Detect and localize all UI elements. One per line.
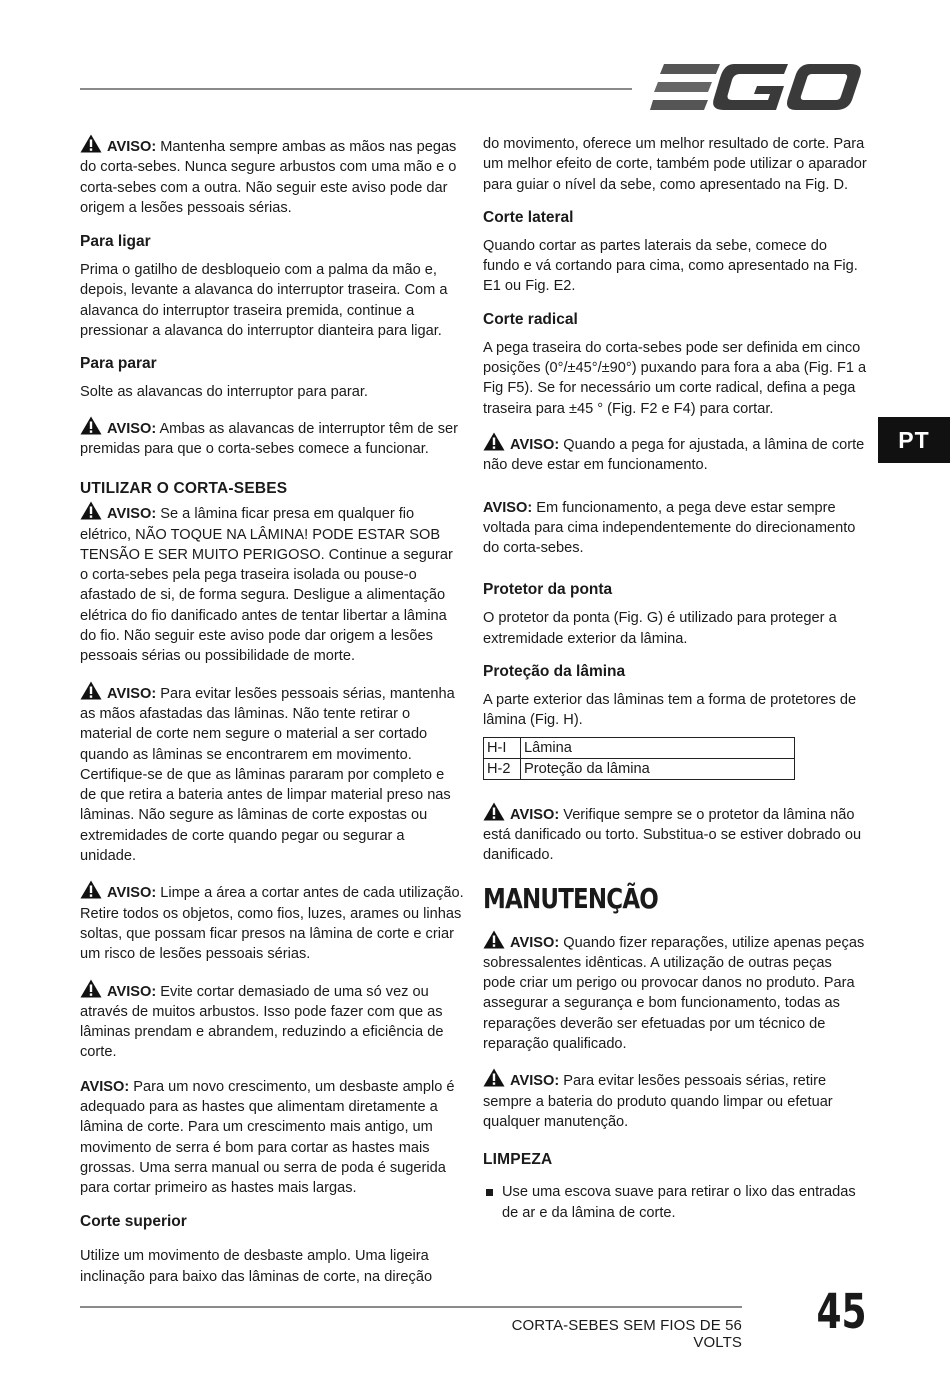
warning-text: Ambas as alavancas de interruptor têm de ser premidas para que o corta-sebes comece a funcionar.	[80, 420, 458, 457]
heading-corte-radical: Corte radical	[483, 310, 578, 328]
protetor-ponta-text: O protetor da ponta (Fig. G) é utilizado para proteger a extremidade exterior da lâmina.	[483, 610, 837, 647]
table-row	[484, 758, 795, 779]
heading-limpeza: LIMPEZA	[483, 1151, 553, 1169]
para-ligar-text: Prima o gatilho de desbloqueio com a palma da mão e, depois, levante a alavanca do interruptor traseira. Com a alavanca do interruptor traseira premida, continue a pressionar a alavanca do interruptor dianteira para ligar.	[80, 262, 448, 340]
warning-electric-wire	[80, 501, 464, 666]
warning-icon	[483, 930, 505, 949]
heading-protetor-ponta: Protetor da ponta	[483, 581, 613, 599]
notice-label: AVISO:	[483, 499, 533, 516]
warning-label: AVISO:	[107, 685, 157, 702]
warning-label: AVISO:	[107, 420, 157, 437]
warning-icon	[80, 681, 102, 700]
warning-label: AVISO:	[107, 983, 157, 1000]
list-item: Use uma escova suave para retirar o lixo das entradas de ar e da lâmina de corte.	[483, 1182, 867, 1223]
warning-label: AVISO:	[510, 806, 560, 823]
part-name: Proteção da lâmina	[521, 758, 795, 779]
heading-corte-superior: Corte superior	[80, 1213, 187, 1231]
warning-text: Verifique sempre se o protetor da lâmina não está danificado ou torto. Substitua-o se estiver dobrado ou danificado.	[483, 806, 862, 864]
warning-icon	[80, 134, 102, 153]
warning-overcutting	[80, 979, 464, 1063]
warning-text: Limpe a área a cortar antes de cada utilização. Retire todos os objetos, como fios, luzes, arames ou linhas soltas, que possam ficar presos na lâmina de corte e criar um risco de lesões pessoais sérias.	[80, 885, 464, 963]
warning-text: Evite cortar demasiado de uma só vez ou através de muitos arbustos. Isso pode fazer com que as lâminas prendam e abrandem, reduzindo a eficiência de corte.	[80, 983, 444, 1061]
warning-keep-hands-away	[80, 681, 464, 867]
warning-label: AVISO:	[510, 934, 560, 951]
parts-table	[483, 737, 795, 780]
warning-label: AVISO:	[107, 885, 157, 902]
part-name: Lâmina	[521, 737, 795, 758]
para-parar-text: Solte as alavancas do interruptor para parar.	[80, 384, 368, 401]
warning-icon	[483, 432, 505, 451]
notice-text: Para um novo crescimento, um desbaste amplo é adequado para as hastes que alimentam diretamente a lâmina de corte. Para um crescimento mais antigo, um movimento de serra é bom para cortar as hastes mais grossas. Uma serra manual ou serra de poda é sugerida para cortar primeiro as hastes mais largas.	[80, 1078, 455, 1197]
warning-label: AVISO:	[510, 436, 560, 453]
warning-text: Se a lâmina ficar presa em qualquer fio elétrico, NÃO TOQUE NA LÂMINA! PODE ESTAR SOB TENSÃO E SER MUITO PERIGOSO. Continue a segurar o corta-sebes pela pega traseira isolada ou pouse-o afastado de si, de forma segura. Desligue a alimentação elétrica do fio danificado antes de tentar libertar a lâmina do fio. Não seguir este aviso pode dar origem a lesões pessoais sérias ou possibilidade de morte.	[80, 506, 453, 665]
warning-text: Quando fizer reparações, utilize apenas peças sobressalentes idênticas. A utilização de outras peças pode criar um perigo ou provocar danos no produto. Para assegurar a segurança e bom funcionamento, todas as reparações deverão ser efetuadas por um técnico de reparação qualificado.	[483, 934, 865, 1053]
warning-icon	[80, 979, 102, 998]
warning-text: Para evitar lesões pessoais sérias, retire sempre a bateria do produto quando limpar ou efetuar qualquer manutenção.	[483, 1073, 833, 1130]
note-handle-up	[483, 498, 867, 559]
warning-remove-battery	[483, 1068, 867, 1132]
warning-switches	[80, 416, 464, 460]
warning-icon	[483, 802, 505, 821]
warning-blade-guard	[483, 802, 867, 866]
warning-clear-area	[80, 880, 464, 964]
left-column	[80, 134, 464, 1300]
warning-text: Mantenha sempre ambas as mãos nas pegas do corta-sebes. Nunca segure arbustos com uma mão e o corta-sebes com a outra. Não seguir este aviso pode dar origem a lesões pessoais sérias.	[80, 139, 457, 216]
note-growth	[80, 1077, 464, 1199]
warning-icon	[483, 1068, 505, 1087]
corte-superior-text: Utilize um movimento de desbaste amplo. Uma ligeira inclinação para baixo das lâminas de corte, na direção	[80, 1248, 433, 1285]
heading-utilizar: UTILIZAR O CORTA-SEBES	[80, 480, 288, 498]
warning-hands	[80, 134, 464, 218]
warning-label: AVISO:	[510, 1073, 560, 1090]
language-tab: PT	[878, 417, 950, 463]
right-column	[483, 134, 867, 1223]
page-number: 45	[816, 1284, 867, 1340]
warning-repairs	[483, 930, 867, 1055]
limpeza-list	[483, 1182, 867, 1223]
footer-title: CORTA-SEBES SEM FIOS DE 56 VOLTS	[511, 1317, 742, 1351]
warning-text: Para evitar lesões pessoais sérias, mantenha as mãos afastadas das lâminas. Não tente retirar o material de corte nem segure o material a ser cortado quando as lâminas se encontrarem em movimento. Certifique-se de que as lâminas pararam por completo e de que retira a bateria antes de limpar material preso nas lâminas. Não segure as lâminas de corte expostas ou extremidades de corte quando pegar ou segurar a unidade.	[80, 685, 455, 865]
heading-para-ligar: Para ligar	[80, 233, 151, 251]
ego-logo	[650, 62, 862, 114]
heading-para-parar: Para parar	[80, 355, 157, 373]
warning-label: AVISO:	[107, 506, 157, 523]
warning-icon	[80, 416, 102, 435]
corte-radical-text: A pega traseira do corta-sebes pode ser definida em cinco posições (0°/±45°/±90°) puxando para fora a aba (Fig. F1 a Fig F5). Se for necessário um corte radical, defina a pega traseira para ±45 ° (Fig. F2 e F4) para cortar.	[483, 339, 867, 417]
notice-label: AVISO:	[80, 1078, 130, 1095]
part-code: H-2	[484, 758, 521, 779]
warning-label: AVISO:	[107, 139, 157, 155]
warning-icon	[80, 501, 102, 520]
table-row	[484, 737, 795, 758]
notice-text: Em funcionamento, a pega deve estar sempre voltada para cima independentemente do direcionamento do corta-sebes.	[483, 499, 856, 557]
warning-icon	[80, 880, 102, 899]
heading-protecao-lamina: Proteção da lâmina	[483, 663, 626, 681]
continuation-text: do movimento, oferece um melhor resultado de corte. Para um melhor efeito de corte, também pode utilizar o aparador para guiar o nível da sebe, como apresentado na Fig. D.	[483, 136, 867, 193]
warning-handle-adjust	[483, 432, 867, 476]
protecao-lamina-text: A parte exterior das lâminas tem a forma de protetores de lâmina (Fig. H).	[483, 692, 857, 729]
warning-text: Quando a pega for ajustada, a lâmina de corte não deve estar em funcionamento.	[483, 436, 865, 474]
part-code: H-I	[484, 737, 521, 758]
heading-manutencao: MANUTENÇÃO	[483, 881, 658, 915]
corte-lateral-text: Quando cortar as partes laterais da sebe, comece do fundo e vá cortando para cima, como apresentado na Fig. E1 ou Fig. E2.	[483, 237, 858, 295]
heading-corte-lateral: Corte lateral	[483, 208, 574, 226]
header-rule	[80, 88, 632, 90]
footer-rule	[80, 1306, 742, 1308]
